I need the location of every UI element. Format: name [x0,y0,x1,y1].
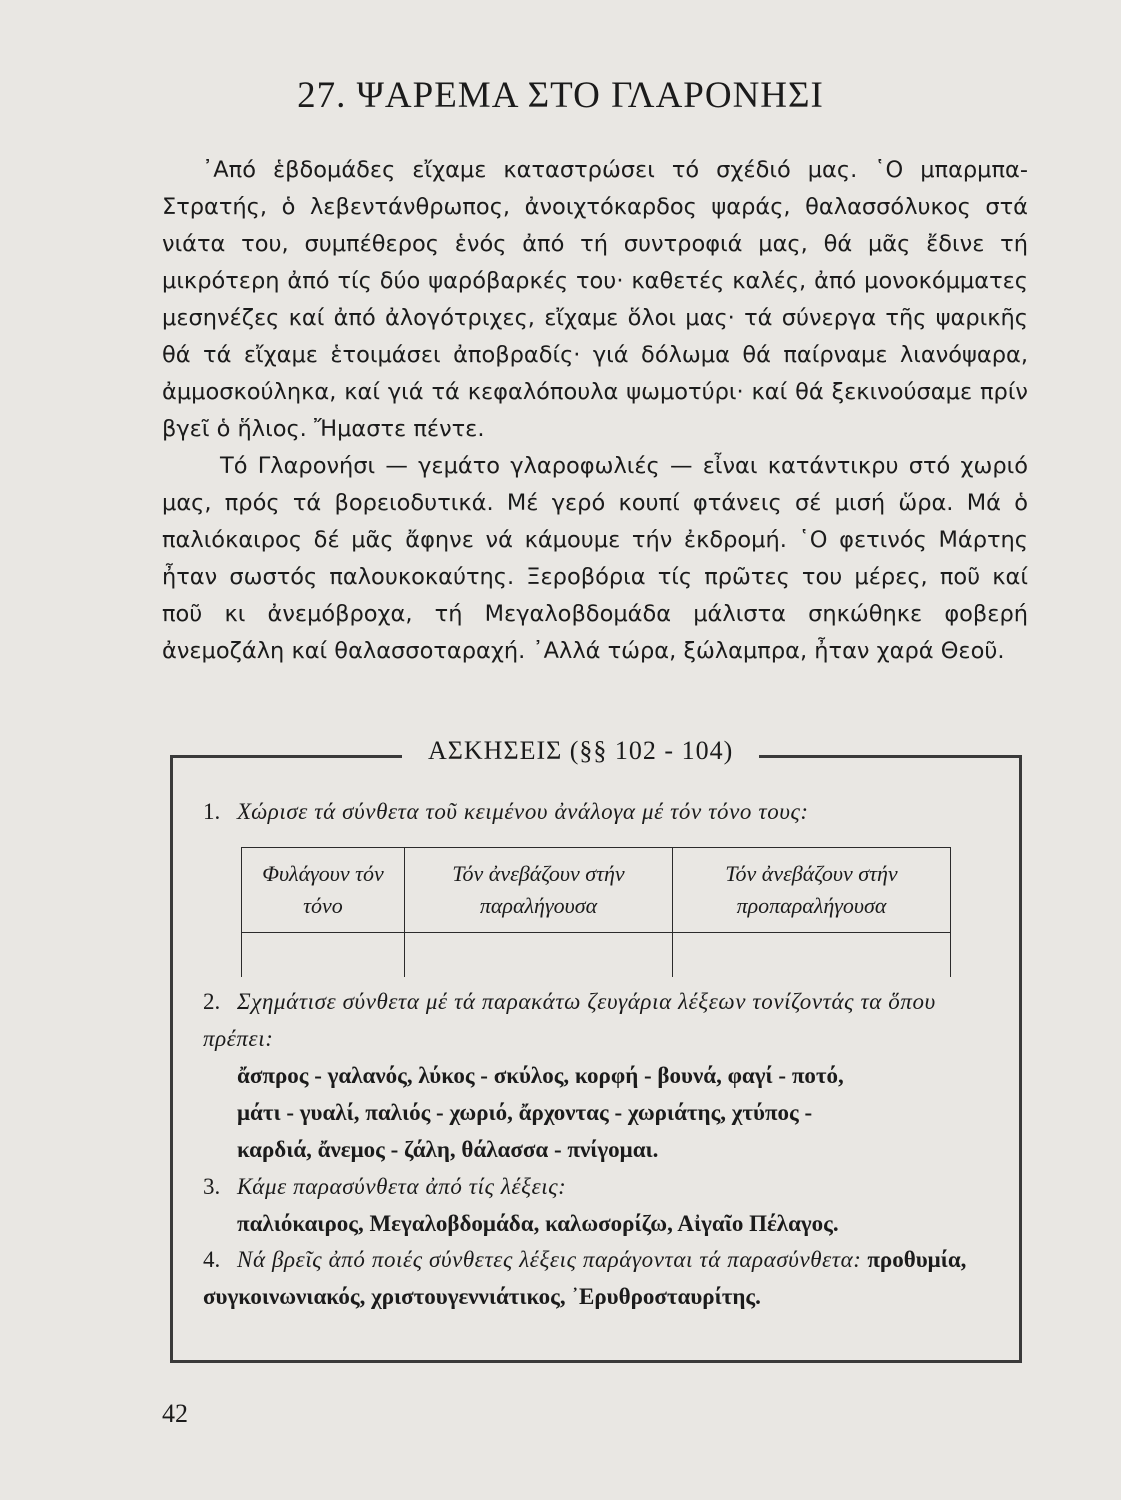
exercise-instruction: Σχημάτισε σύνθετα μέ τά παρακάτω ζευγάρια λέξεων τονίζοντάς τα ὅπου πρέπει: [203,989,936,1051]
table-cell [673,933,951,978]
derived-words: προθυμία, συγκοινωνιακός, χριστουγεννιάτικος, ᾿Ερυθροσταυρίτης. [203,1247,967,1309]
exercise-instruction: Χώρισε τά σύνθετα τοῦ κειμένου ἀνάλογα μέ τόν τόνο τους: [237,799,809,824]
exercise-instruction: Κάμε παρασύνθετα ἀπό τίς λέξεις: [237,1174,567,1199]
word-list-line: παλιόκαιρος, Μεγαλοβδομάδα, καλωσορίζω, Αἰγαῖο Πέλαγος. [237,1211,839,1236]
exercise-number: 3. [203,1174,221,1199]
table-header: Τόν ἀνεβάζουν στήν προπαραλήγουσα [673,848,951,933]
exercise-number: 4. [203,1247,221,1272]
exercise-number: 1. [203,799,221,824]
story-text [162,152,1028,670]
page-number: 42 [162,1399,188,1428]
exercise-2 [203,983,993,1168]
exercise-3 [203,1168,993,1242]
exercises-box [170,736,1022,1363]
table-header: Τόν ἀνεβάζουν στήν παραλήγουσα [405,848,673,933]
paragraph-1: ᾿Από ἑβδομάδες εἴχαμε καταστρώσει τό σχέδιό μας. ῾Ο μπαρμπα-Στρατής, ὁ λεβεντάνθρωπος, ἀνοιχτόκαρδος ψαράς, θαλασσόλυκος στά νιάτα του, συμπέθερος ἑνός ἀπό τή συντροφιά μας, θά μᾶς ἔδινε τή μικρότερη ἀπό τίς δύο ψαρόβαρκές του· καθετές καλές, ἀπό μονοκόμματες μεσηνέζες καί ἀπό ἀλογότριχες, εἴχαμε ὅλοι μας· τά σύνεργα τῆς ψαρικῆς θά τά εἴχαμε ἑτοιμάσει ἀποβραδίς· γιά δόλωμα θά παίρναμε λιανόψαρα, ἀμμοσκούληκα, καί γιά τά κεφαλόπουλα ψωμοτύρι· καί θά ξεκινούσαμε πρίν βγεῖ ὁ ἥλιος. Ἤμαστε πέντε. [162,157,1028,442]
exercise-1 [203,793,993,830]
paragraph-2: Τό Γλαρονήσι — γεμάτο γλαροφωλιές — εἶναι κατάντικρυ στό χωριό μας, πρός τά βορειοδυτικά. Μέ γερό κουπί φτάνεις σέ μισή ὥρα. Μά ὁ παλιόκαιρος δέ μᾶς ἄφηνε νά κάμουμε τήν ἐκδρομή. ῾Ο φετινός Μάρτης ἦταν σωστός παλουκοκαύτης. Ξεροβόρια τίς πρῶτες του μέρες, ποῦ καί ποῦ κι ἀνεμόβροχα, τή Μεγαλοβδομάδα μάλιστα σηκώθηκε φοβερή ἀνεμοζάλη καί θαλασσοταραχή. ᾿Αλλά τώρα, ξώλαμπρα, ἦταν χαρά Θεοῦ. [162,453,1028,664]
exercise-number: 2. [203,989,221,1014]
word-pairs-line: ἄσπρος - γαλανός, λύκος - σκύλος, κορφή - βουνά, φαγί - ποτό, [237,1063,844,1088]
table-header: Φυλάγουν τόν τόνο [242,848,405,933]
exercises-heading: ΑΣΚΗΣΕΙΣ (§§ 102 - 104) [402,736,759,766]
exercise-instruction: Νά βρεῖς ἀπό ποιές σύνθετες λέξεις παράγονται τά παρασύνθετα: [237,1247,862,1272]
page-title: 27. ΨΑΡΕΜΑ ΣΤΟ ΓΛΑΡΟΝΗΣΙ [297,75,824,116]
word-pairs-line: καρδιά, ἄνεμος - ζάλη, θάλασσα - πνίγομαι. [237,1137,659,1162]
table-cell [405,933,673,978]
word-pairs-line: μάτι - γυαλί, παλιός - χωριό, ἄρχοντας - χωριάτης, χτύπος - [237,1100,813,1125]
table-cell [242,933,405,978]
exercise-4 [203,1241,993,1315]
accent-classification-table [241,847,951,977]
